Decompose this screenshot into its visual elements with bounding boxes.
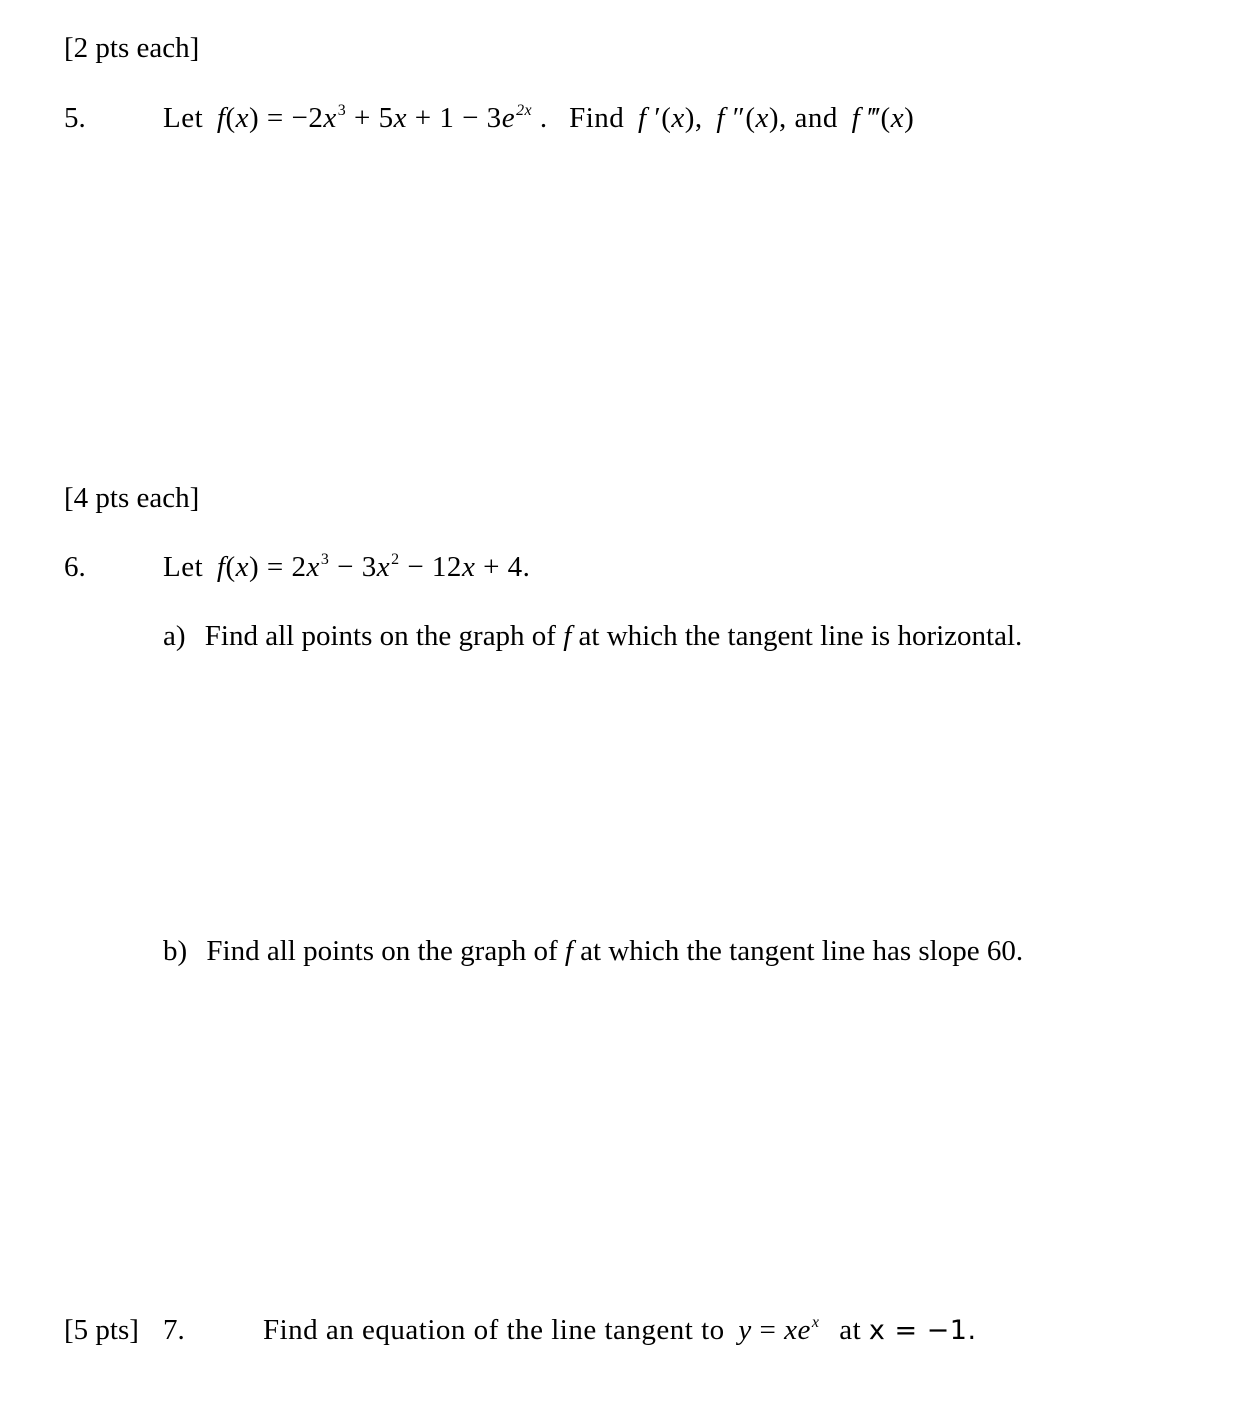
question-number-5: 5. xyxy=(64,102,86,134)
function-definition-6: $f(x) = 2x^3 - 3x^2 - 12x + 4$. xyxy=(216,551,531,583)
part-b-f: f xyxy=(564,935,573,967)
question-number-7: 7. xyxy=(163,1314,185,1346)
question-6-text xyxy=(163,553,530,582)
part-b-label: b) xyxy=(163,935,188,967)
question-5-text: Let $f(x) = -2x^3 + 5x + 1 - 3e^{2x}$ . Find f ′(x), f ″(x), and f ‴(x) xyxy=(163,102,915,134)
q7-text-before: Find an equation of the line tangent to xyxy=(263,1314,725,1346)
at-word: at xyxy=(839,1314,862,1346)
let-word: Let xyxy=(163,102,204,134)
part-a-label: a) xyxy=(163,620,186,652)
part-a-f: f xyxy=(563,620,572,652)
first-derivative: f ′(x) xyxy=(638,102,695,134)
part-b-text-before: Find all points on the graph of xyxy=(206,935,558,967)
part-a-text-after: at which the tangent line is horizontal. xyxy=(578,620,1023,652)
part-b-text-after: at which the tangent line has slope 60. xyxy=(580,935,1024,967)
second-derivative: f ″(x) xyxy=(716,102,780,134)
function-definition-7: $y = xe^x$ xyxy=(738,1314,820,1346)
points-header-4pts: [4 pts each] xyxy=(64,482,200,514)
let-word: Let xyxy=(163,551,204,583)
points-header-5pts: [5 pts] xyxy=(64,1314,139,1346)
comma: , xyxy=(779,102,787,134)
question-7-text xyxy=(263,1316,977,1345)
question-number-6: 6. xyxy=(64,551,86,583)
and-word: and xyxy=(794,102,838,134)
part-a-text-before: Find all points on the graph of xyxy=(204,620,556,652)
find-word: Find xyxy=(569,102,625,134)
comma: , xyxy=(694,102,703,134)
third-derivative: f ‴(x) xyxy=(851,102,915,134)
points-header-2pts: [2 pts each] xyxy=(64,32,200,64)
function-definition-5: $f(x) = -2x^3 + 5x + 1 - 3e^{2x}$ xyxy=(216,102,533,134)
question-6b xyxy=(163,937,1023,966)
question-6a xyxy=(163,622,1022,651)
x-value: x = −1. xyxy=(868,1315,977,1346)
